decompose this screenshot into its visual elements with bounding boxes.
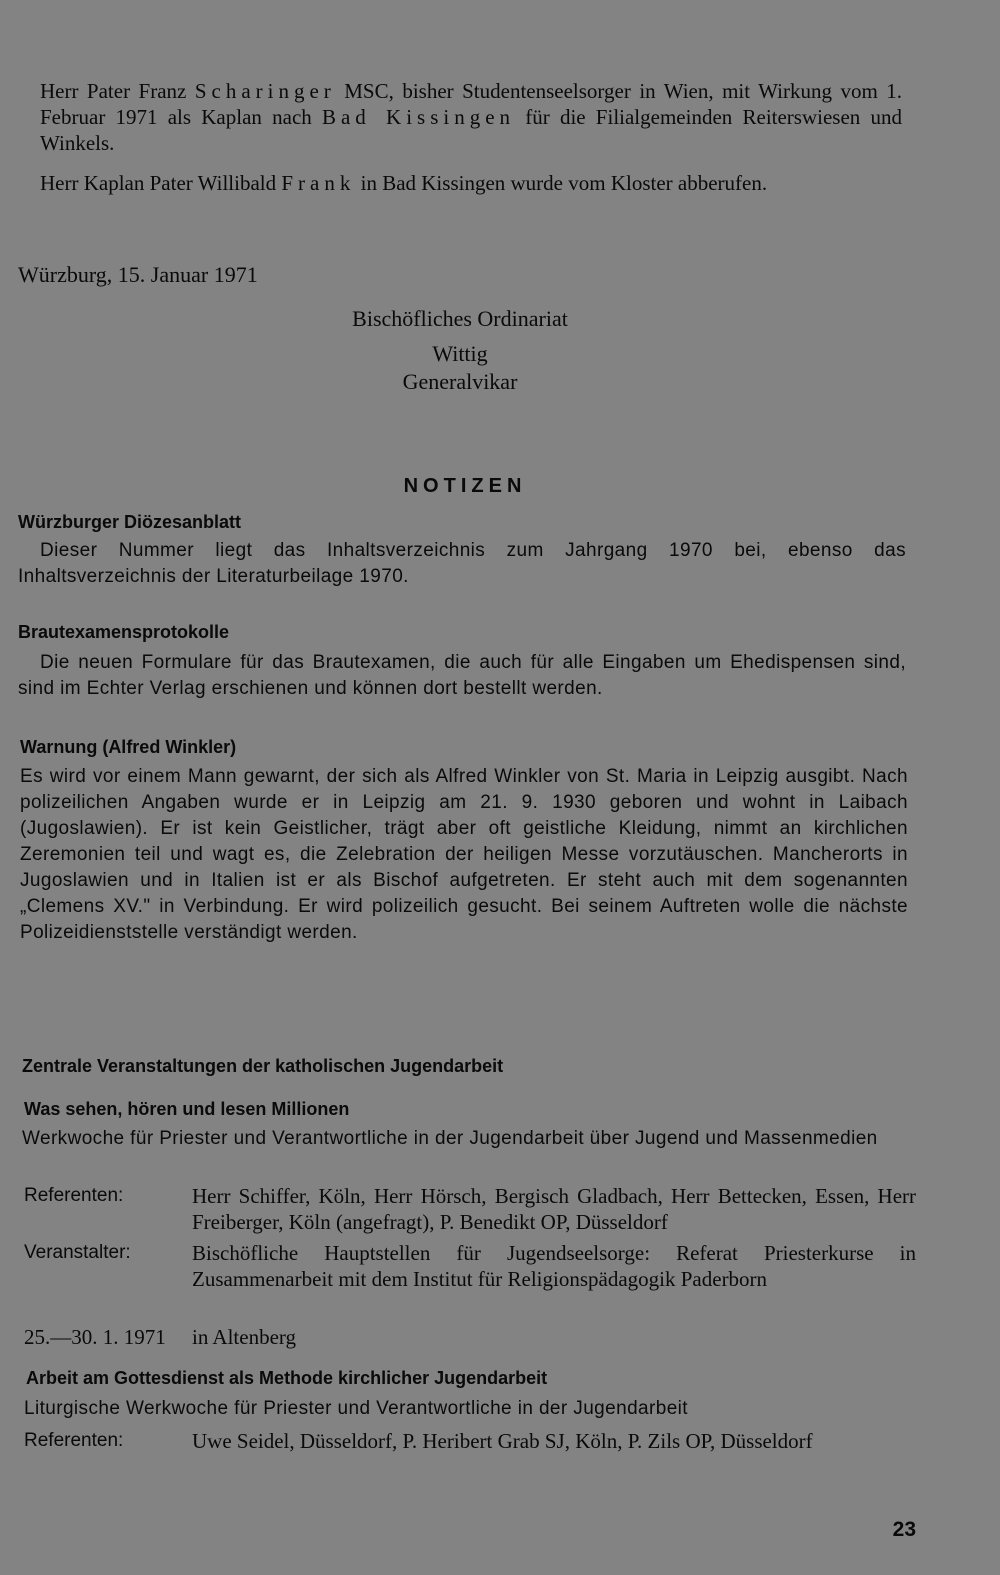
signature-office: Bischöfliches Ordinariat (352, 306, 568, 331)
signature-name: Wittig (432, 341, 488, 366)
event1-date-row (24, 1324, 916, 1350)
event2-referenten-row (24, 1428, 916, 1454)
veranstalter-label: Veranstalter: (24, 1242, 131, 1263)
event-date: 25.—30. 1. 1971 (24, 1325, 166, 1349)
announcement-scharinger (40, 78, 902, 156)
event-location: in Altenberg (192, 1325, 297, 1349)
section-text-brautexamen: Die neuen Formulare für das Brautexamen, die auch für alle Eingaben um Ehedispensen sind, sind im Echter Verlag erschienen und können dort bestellt werden. (18, 652, 906, 699)
person-name: Frank (281, 171, 356, 195)
announcement-text: MSC, bisher Studentenseelsorger in Wien, mit Wirkung vom 1. Februar 1971 als Kaplan nach (40, 79, 902, 129)
section-title-dioezesanblatt: Würzburger Diözesanblatt (18, 512, 242, 532)
place-name: Bad Kissingen (321, 105, 516, 129)
event2-title: Arbeit am Gottesdienst als Methode kirchlicher Jugendarbeit (26, 1368, 548, 1388)
section-text-warnung: Es wird vor einem Mann gewarnt, der sich als Alfred Winkler von St. Maria in Leipzig ausgibt. Nach polizeilichen Angaben wurde er in Leipzig am 21. 9. 1930 geboren und wohnt in Laibach (Jugoslawien). Er ist kein Geistlicher, trägt aber oft geistliche Kleidung, nimmt an kirchlichen Zeremonien teil und wagt es, die Zelebration der heiligen Messe vorzutäuschen. Mancherorts in Jugoslawien und in Italien ist er als Bischof aufgetreten. Er steht auch mit dem sogenannten „Clemens XV." in Verbindung. Er wird polizeilich gesucht. Bei seinem Auftreten wolle die nächste Polizeidienststelle verständigt werden. (20, 766, 908, 943)
place-date: Würzburg, 15. Januar 1971 (18, 262, 258, 287)
event1-veranstalter-row (24, 1240, 916, 1292)
signature-title: Generalvikar (402, 369, 518, 394)
announcement-frank (40, 170, 902, 196)
event1-title: Was sehen, hören und lesen Millionen (24, 1099, 350, 1119)
announcement-text: in Bad Kissingen wurde vom Kloster abberufen. (355, 171, 768, 195)
announcement-text: Herr Kaplan Pater Willibald (40, 171, 282, 195)
announcement-text: für die Filialgemeinden Reiterswiesen und Winkels. (40, 105, 902, 155)
event2-description: Liturgische Werkwoche für Priester und Verantwortliche in der Jugendarbeit (24, 1398, 688, 1419)
event1-referenten-row (24, 1183, 916, 1235)
event1-description: Werkwoche für Priester und Verantwortliche in der Jugendarbeit über Jugend und Massenmedien (22, 1128, 878, 1149)
referenten-value: Uwe Seidel, Düsseldorf, P. Heribert Grab SJ, Köln, P. Zils OP, Düsseldorf (192, 1429, 813, 1453)
referenten-label: Referenten: (24, 1185, 124, 1206)
announcement-text: Herr Pater Franz (40, 79, 195, 103)
referenten-label: Referenten: (24, 1430, 124, 1451)
section-title-brautexamen: Brautexamensprotokolle (18, 622, 230, 642)
jugend-heading: Zentrale Veranstaltungen der katholischen Jugendarbeit (22, 1056, 504, 1076)
section-title-warnung: Warnung (Alfred Winkler) (20, 737, 237, 757)
referenten-value: Herr Schiffer, Köln, Herr Hörsch, Bergisch Gladbach, Herr Bettecken, Essen, Herr Freiberger, Köln (angefragt), P. Benedikt OP, Düsseldorf (192, 1184, 916, 1234)
person-name: Scharinger (194, 79, 336, 103)
notizen-heading: NOTIZEN (403, 475, 527, 497)
page-number: 23 (892, 1518, 916, 1541)
section-text-dioezesanblatt: Dieser Nummer liegt das Inhaltsverzeichnis zum Jahrgang 1970 bei, ebenso das Inhaltsverzeichnis der Literaturbeilage 1970. (18, 540, 906, 587)
veranstalter-value: Bischöfliche Hauptstellen für Jugendseelsorge: Referat Priesterkurse in Zusammenarbeit mit dem Institut für Religionspädagogik Paderborn (192, 1241, 916, 1291)
